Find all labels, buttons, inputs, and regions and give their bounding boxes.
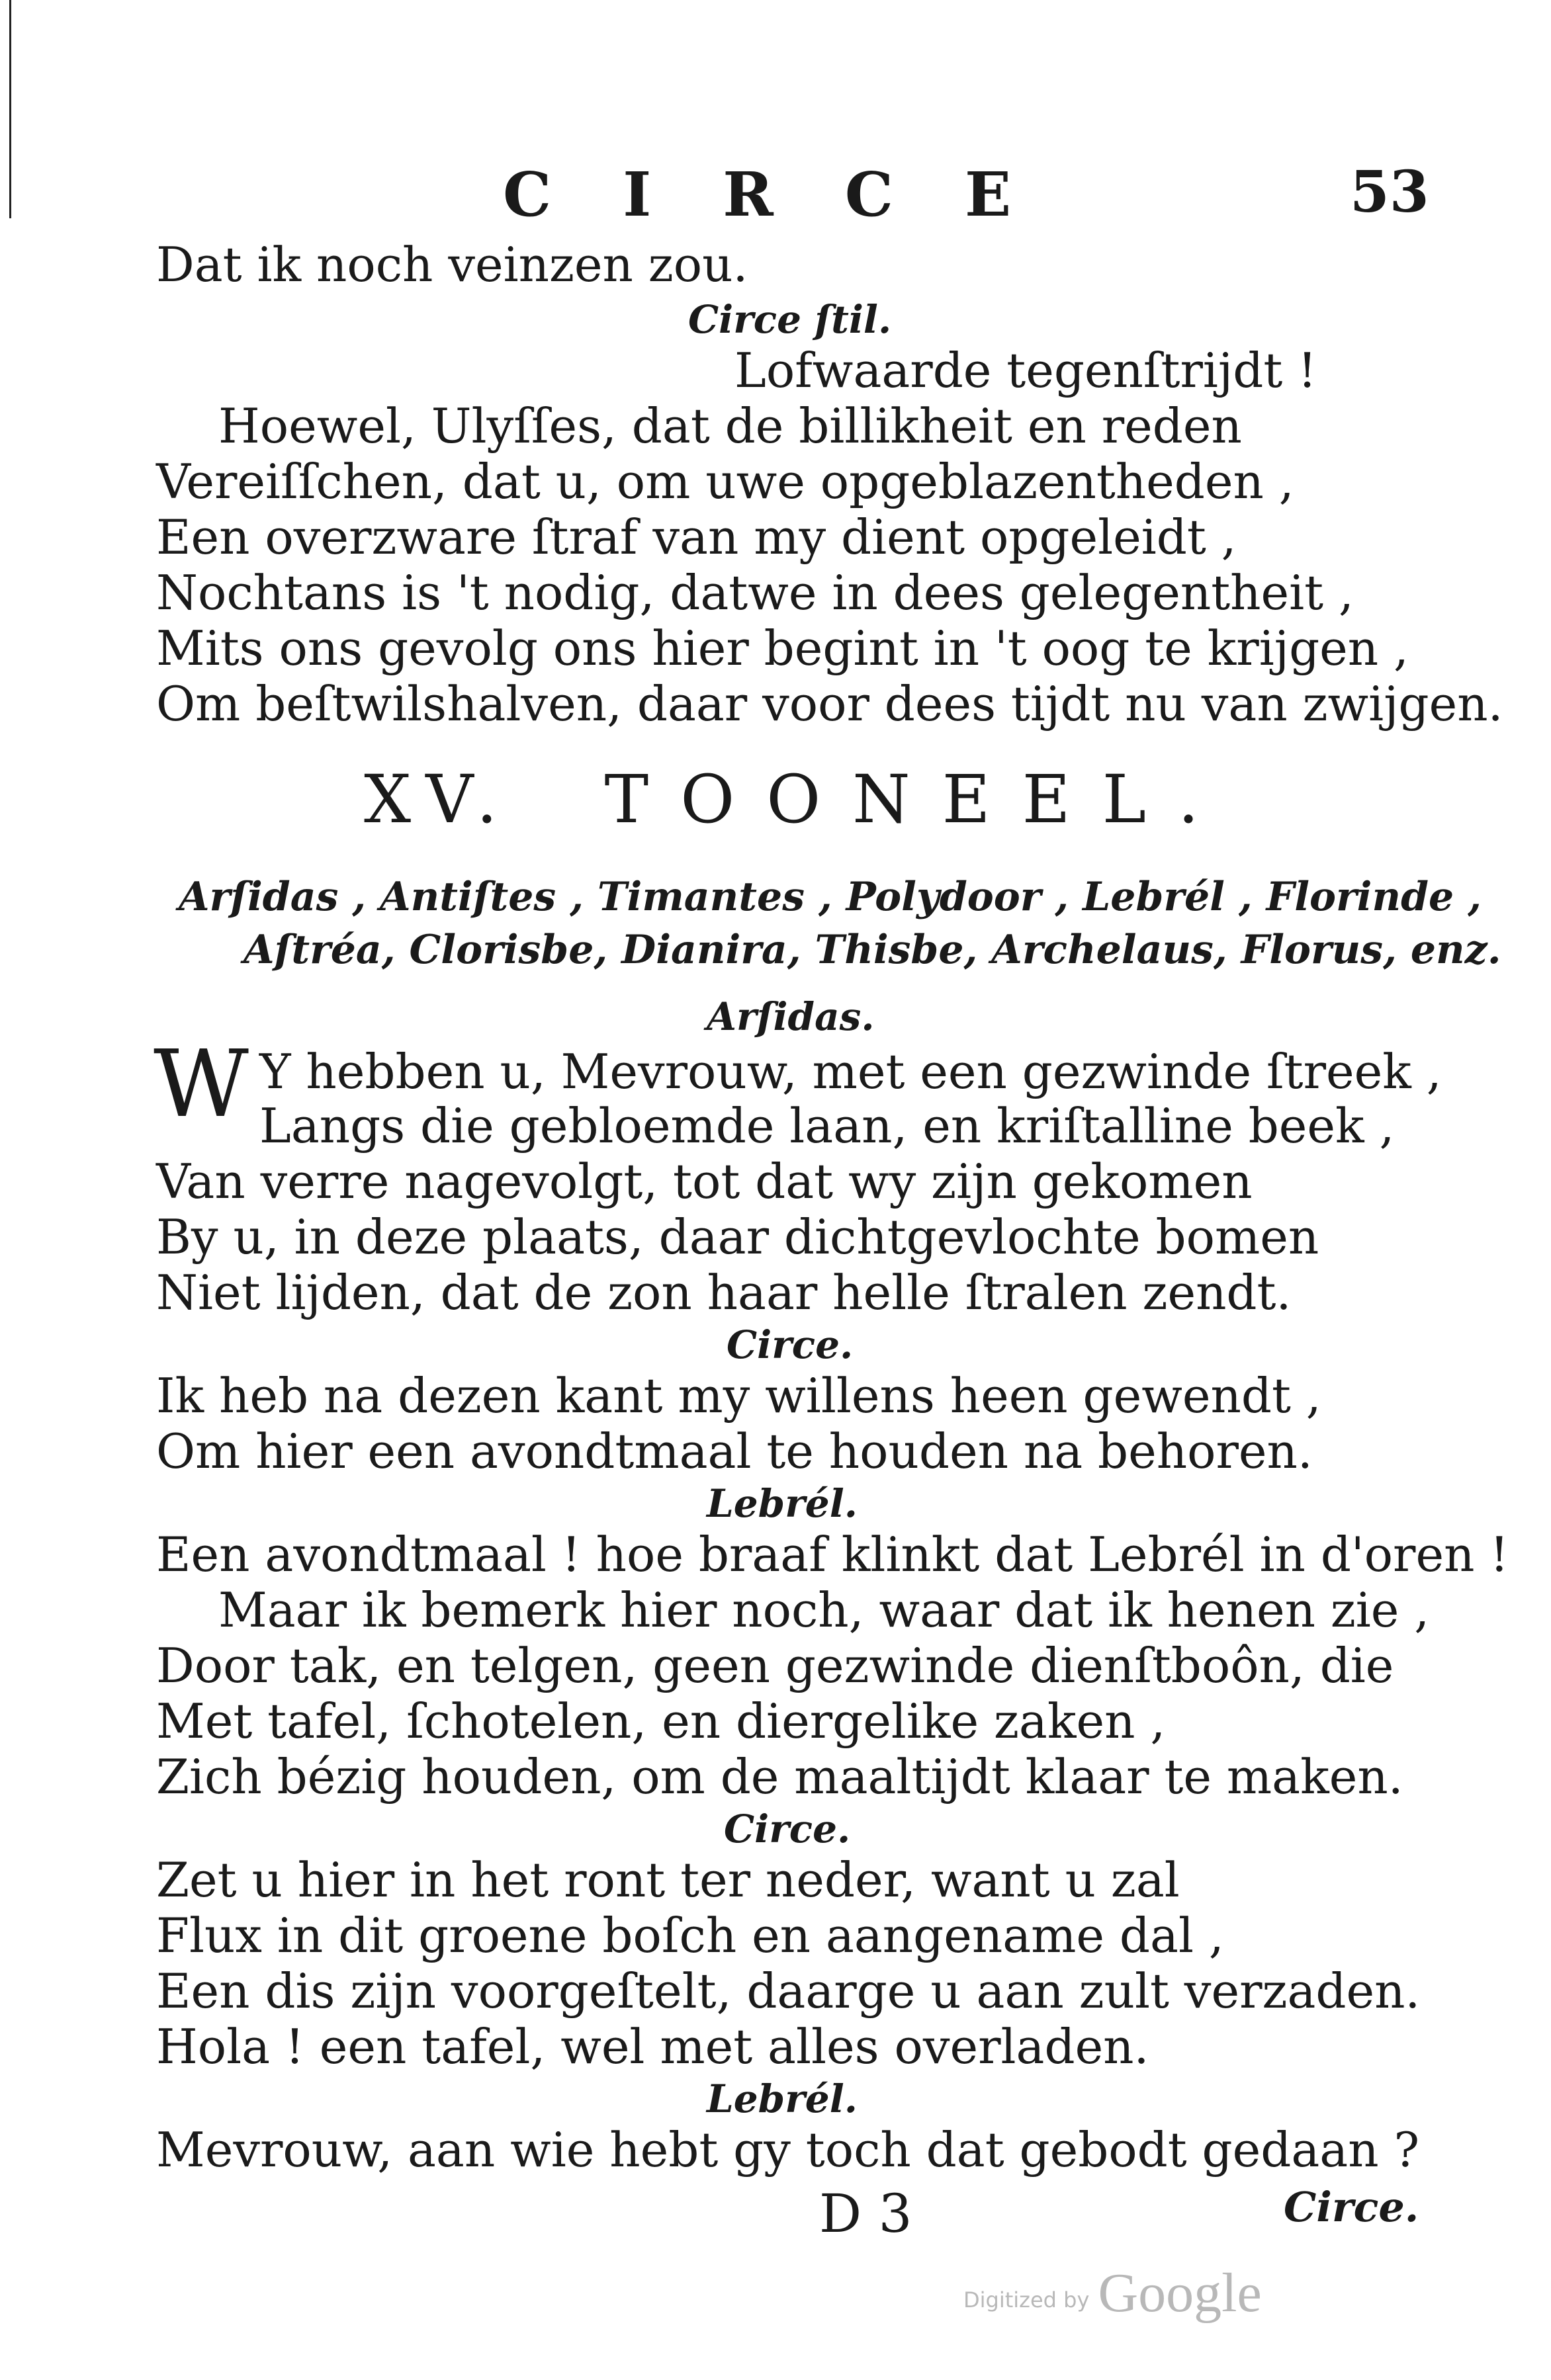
running-title: CIRCE	[503, 159, 1083, 230]
speaker-label: Circe.	[724, 1806, 851, 1851]
verse-line: Met tafel, ſchotelen, en diergelike zaken ,	[156, 1693, 1166, 1749]
scene-title: TOONEEL.	[604, 761, 1231, 838]
digitization-watermark	[963, 2261, 1262, 2325]
verse-line: Langs die gebloemde laan, en kriſtalline beek ,	[259, 1098, 1395, 1154]
page-number: 53	[1350, 159, 1429, 226]
verse-line: Om beſtwilshalven, daar voor dees tijdt nu van zwijgen.	[156, 676, 1503, 732]
verse-line: Dat ik noch veinzen zou.	[156, 237, 748, 292]
speaker-label: Lebrél.	[707, 2076, 858, 2121]
speaker-label: Circe.	[727, 1322, 854, 1367]
cast-list-line-1: Arſidas , Antiſtes , Timantes , Polydoor , Lebrél , Florinde ,	[179, 874, 1482, 920]
verse-line: Zich bézig houden, om de maaltijdt klaar te maken.	[156, 1749, 1403, 1805]
verse-line: Zet u hier in het ront ter neder, want u zal	[156, 1852, 1180, 1908]
verse-line: Mevrouw, aan wie hebt gy toch dat gebodt gedaan ?	[156, 2122, 1420, 2178]
verse-line: Nochtans is 't nodig, datwe in dees gelegentheit ,	[156, 565, 1354, 620]
drop-cap: W	[154, 1031, 249, 1138]
verse-line: Een avondtmaal ! hoe braaf klinkt dat Lebrél in d'oren !	[156, 1527, 1509, 1582]
verse-line: Een dis zijn voorgeſtelt, daarge u aan zult verzaden.	[156, 1963, 1421, 2019]
verse-line: Maar ik bemerk hier noch, waar dat ik henen zie ,	[218, 1582, 1430, 1638]
watermark-logo: Google	[1098, 2262, 1262, 2324]
scene-heading	[364, 761, 1231, 838]
verse-line: Niet lijden, dat de zon haar helle ſtralen zendt.	[156, 1265, 1292, 1320]
verse-line: Flux in dit groene boſch en aangename dal ,	[156, 1908, 1224, 1963]
verse-line: Om hier een avondtmaal te houden na behoren.	[156, 1424, 1313, 1479]
speaker-label: Lebrél.	[707, 1481, 858, 1526]
verse-line: Ik heb na dezen kant my willens heen gewendt ,	[156, 1368, 1321, 1424]
speaker-label: Circe ſtil.	[688, 297, 892, 342]
cast-list-line-2: Aſtréa, Clorisbe, Dianira, Thisbe, Archelaus, Florus, enz.	[244, 927, 1501, 973]
verse-line: Hola ! een tafel, wel met alles overladen.	[156, 2019, 1149, 2074]
verse-line: Door tak, en telgen, geen gezwinde dienſtboôn, die	[156, 1638, 1394, 1693]
verse-line: Vereiſſchen, dat u, om uwe opgeblazentheden ,	[156, 454, 1294, 509]
watermark-prefix: Digitized by	[963, 2287, 1090, 2313]
page-header	[0, 159, 1551, 238]
verse-line: Lofwaarde tegenſtrijdt !	[734, 343, 1317, 398]
verse-line: By u, in deze plaats, daar dichtgevlochte bomen	[156, 1209, 1319, 1265]
verse-line: Y hebben u, Mevrouw, met een gezwinde ſtreek ,	[259, 1044, 1442, 1099]
verse-line: Hoewel, Ulyſſes, dat de billikheit en reden	[218, 398, 1242, 454]
verse-line: Een overzware ſtraf van my dient opgeleidt ,	[156, 509, 1237, 565]
verse-line: Mits ons gevolg ons hier begint in 't oog te krijgen ,	[156, 620, 1409, 676]
signature-mark: D 3	[819, 2183, 912, 2244]
verse-line: Van verre nagevolgt, tot dat wy zijn gekomen	[156, 1154, 1253, 1209]
scene-number: XV.	[364, 761, 512, 838]
catchword: Circe.	[1284, 2183, 1419, 2231]
speaker-label: Arſidas.	[707, 994, 875, 1039]
